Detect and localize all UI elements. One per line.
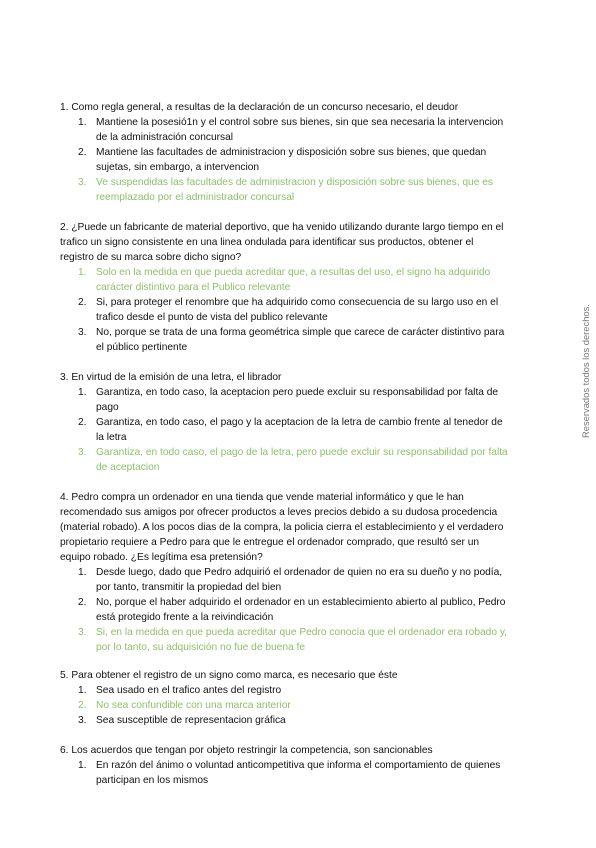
answer-text: Garantiza, en todo caso, el pago y la aceptacion de la letra de cambio frente al tenedor de la letra bbox=[96, 417, 503, 443]
question-2 bbox=[60, 220, 510, 355]
answer-text: Ve suspendidas las facultades de administracion y disposición sobre sus bienes, que es reemplazado por el administrador concursal bbox=[96, 177, 493, 203]
answer-option bbox=[60, 115, 510, 145]
answer-text: No, porque se trata de una forma geométrica simple que carece de carácter distintivo para el público pertinente bbox=[96, 327, 505, 353]
answer-list bbox=[60, 385, 510, 475]
question-3 bbox=[60, 370, 510, 475]
answer-text: Desde luego, dado que Pedro adquirió el ordenador de quien no era su dueño y no podía, por tanto, transmitir la propiedad del bien bbox=[96, 567, 503, 593]
answer-number: 3. bbox=[78, 715, 87, 726]
answer-text: No, porque el haber adquirido el ordenador en un establecimiento abierto al publico, Pedro está protegido frente a la reivindicación bbox=[96, 597, 506, 623]
answer-text: Si, para proteger el renombre que ha adquirido como consecuencia de su largo uso en el trafico desde el punto de vista del publico relevante bbox=[96, 297, 499, 323]
answer-number: 1. bbox=[78, 387, 87, 398]
question-4 bbox=[60, 490, 510, 655]
question-text: 3. En virtud de la emisión de una letra, el librador bbox=[60, 372, 282, 383]
answer-option-correct bbox=[60, 265, 510, 295]
answer-text: Garantiza, en todo caso, la aceptacion pero puede excluir su responsabilidad por falta de pago bbox=[96, 387, 499, 413]
answer-number: 3. bbox=[78, 627, 87, 638]
answer-option-correct bbox=[60, 698, 510, 713]
question-text: 2. ¿Puede un fabricante de material deportivo, que ha venido utilizando durante largo tiempo en el trafico un signo consistente en una linea ondulada para identificar sus productos, obtener el registro de su marca sobre dicho signo? bbox=[60, 222, 504, 263]
answer-list bbox=[60, 265, 510, 355]
answer-option bbox=[60, 295, 510, 325]
answer-number: 2. bbox=[78, 597, 87, 608]
answer-number: 2. bbox=[78, 297, 87, 308]
question-text: 6. Los acuerdos que tengan por objeto restringir la competencia, son sancionables bbox=[60, 745, 433, 756]
answer-text: Solo en la medida en que pueda acreditar que, a resultas del uso, el signo ha adquirido carácter distintivo para el Publico relevante bbox=[96, 267, 491, 293]
answer-text: Si, en la medida en que pueda acreditar que Pedro conocía que el ordenador era robado y, por lo tanto, su adquisición no fue de buena fe bbox=[96, 627, 507, 653]
answer-option bbox=[60, 713, 510, 728]
answer-text: Mantiene las facultades de administracion y disposición sobre sus bienes, que quedan sujetas, sin embargo, a intervencion bbox=[96, 147, 487, 173]
answer-text: En razón del ánimo o voluntad anticompetitiva que informa el comportamiento de quienes participan en los mismos bbox=[96, 760, 501, 786]
answer-list bbox=[60, 758, 510, 788]
answer-option bbox=[60, 758, 510, 788]
answer-number: 1. bbox=[78, 567, 87, 578]
answer-number: 2. bbox=[78, 417, 87, 428]
answer-number: 3. bbox=[78, 327, 87, 338]
answer-number: 3. bbox=[78, 447, 87, 458]
answer-text: No sea confundible con una marca anterior bbox=[96, 700, 291, 711]
question-5 bbox=[60, 668, 510, 728]
question-text: 1. Como regla general, a resultas de la declaración de un concurso necesario, el deudor bbox=[60, 102, 459, 113]
answer-option-correct bbox=[60, 445, 510, 475]
answer-number: 1. bbox=[78, 760, 87, 771]
answer-option bbox=[60, 415, 510, 445]
question-6 bbox=[60, 743, 510, 788]
answer-option bbox=[60, 683, 510, 698]
rights-reserved-note: Reservados todos los derechos. bbox=[580, 304, 591, 438]
answer-number: 1. bbox=[78, 267, 87, 278]
answer-text: Sea susceptible de representacion gráfica bbox=[96, 715, 286, 726]
answer-number: 1. bbox=[78, 117, 87, 128]
answer-text: Garantiza, en todo caso, el pago de la letra, pero puede excluir su responsabilidad por falta de aceptacion bbox=[96, 447, 508, 473]
answer-text: Mantiene la posesió1n y el control sobre sus bienes, sin que sea necesaria la intervencion de la administración concursal bbox=[96, 117, 504, 143]
answer-number: 3. bbox=[78, 177, 87, 188]
answer-number: 2. bbox=[78, 147, 87, 158]
answer-list bbox=[60, 115, 510, 205]
answer-option-correct bbox=[60, 625, 510, 655]
answer-option-correct bbox=[60, 175, 510, 205]
answer-list bbox=[60, 683, 510, 728]
question-1 bbox=[60, 100, 510, 205]
answer-option bbox=[60, 565, 510, 595]
answer-number: 1. bbox=[78, 685, 87, 696]
answer-number: 2. bbox=[78, 700, 87, 711]
answer-option bbox=[60, 145, 510, 175]
answer-list bbox=[60, 565, 510, 655]
question-text: 4. Pedro compra un ordenador en una tienda que vende material informático y que le han recomendado sus amigos por ofrecer productos a leves precios debido a su dudosa procedencia (material robado). A los pocos dias de la compra, la policia cierra el establecimiento y el verdadero propietario requiere a Pedro para que le entregue el ordenador comprado, que resultó ser un equipo robado. ¿Es legítima esa pretensión? bbox=[60, 492, 504, 563]
answer-text: Sea usado en el trafico antes del registro bbox=[96, 685, 282, 696]
answer-option bbox=[60, 325, 510, 355]
question-text: 5. Para obtener el registro de un signo como marca, es necesario que éste bbox=[60, 670, 398, 681]
answer-option bbox=[60, 595, 510, 625]
answer-option bbox=[60, 385, 510, 415]
